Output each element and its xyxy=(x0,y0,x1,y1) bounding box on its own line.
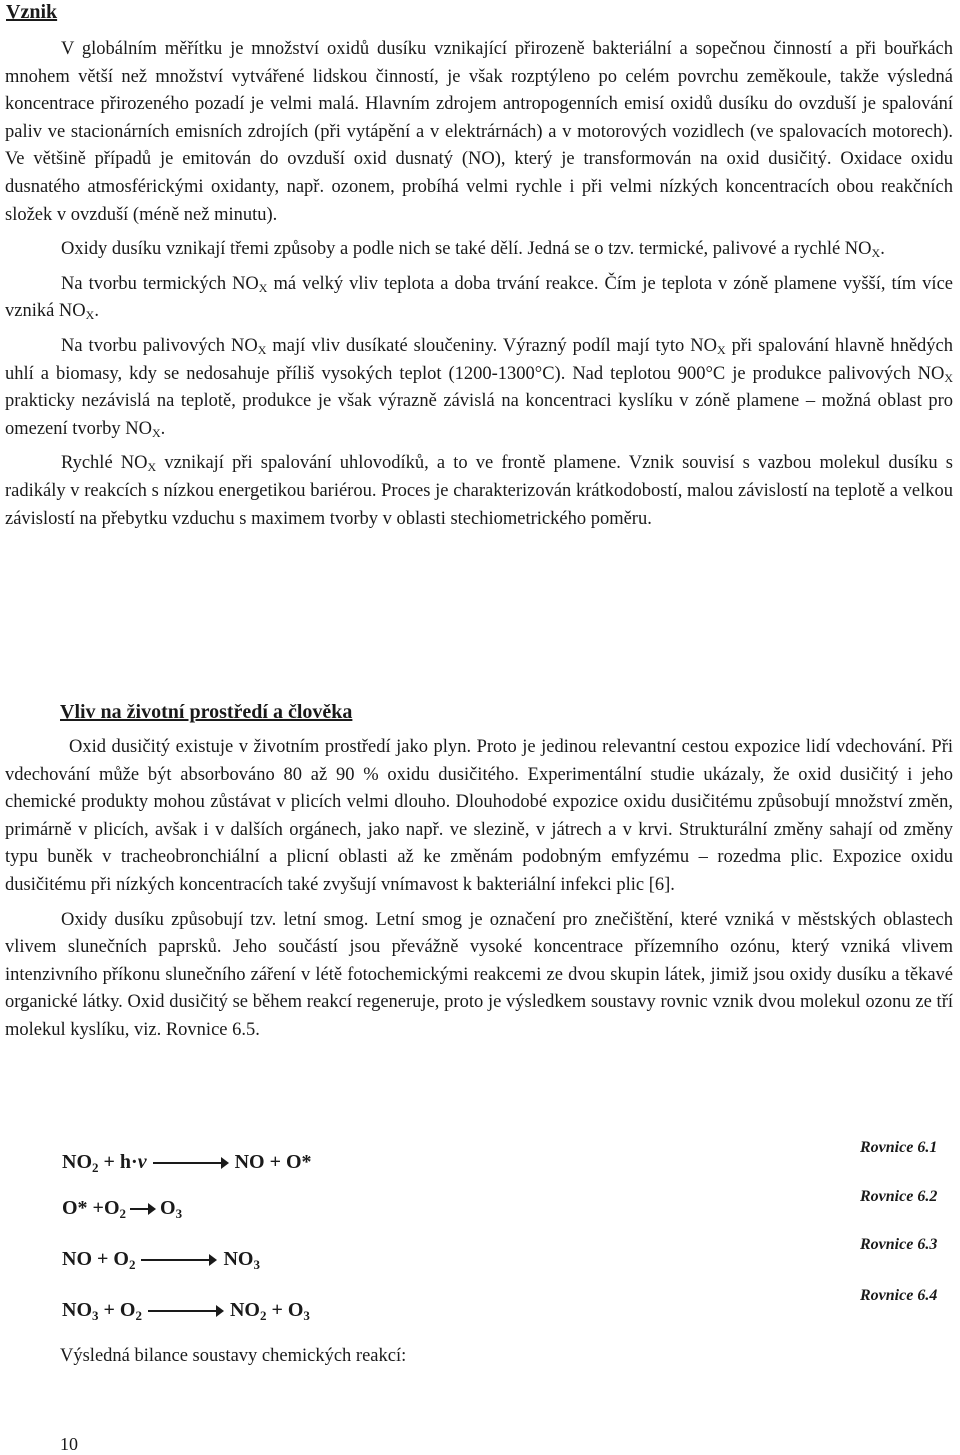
subscript-x: X xyxy=(258,280,268,295)
page-number: 10 xyxy=(60,1434,78,1454)
paragraph-5 xyxy=(5,450,953,533)
paragraph-2 xyxy=(5,236,953,264)
eq1-sub: 2 xyxy=(92,1160,99,1175)
paragraph-1-text-a: V globálním měřítku je množství oxidů dusíku vznikající přirozeně bakteriální a sopečnou činností a při bouřkách mnohem větší než množství vytvářené lidskou činností, je však rozptýleno po celém povrchu zeměkoule, takže výsledná koncentrace přirozeného pozadí je velmi malá. xyxy=(5,39,953,115)
heading-vznik: Vznik xyxy=(6,1,58,23)
paragraph-7: Oxidy dusíku způsobují tzv. letní smog. Letní smog je označení pro znečištění, které vzniká v městských oblastech vlivem slunečních paprsků. Jeho součástí jsou převážně vysoké koncentrace přízemního ozónu, který vzniká vlivem intenzivního příkonu slunečního záření v létě fotochemickými reakcemi ze dvou skupin látek, jimiž jsou oxidy dusíku a těkavé organické látky. Oxid dusičitý se během reakcí regeneruje, proto je výsledkem soustavy rovnic vznik dvou molekul ozonu ze tří molekul kyslíku, viz. Rovnice 6.5. xyxy=(5,909,953,1040)
equation-label-6-1: Rovnice 6.1 xyxy=(860,1139,938,1156)
eq4-term: NO xyxy=(62,1299,92,1321)
paragraph-4-text-c: při spalování hlavně hnědých uhlí a biomasy, kdy se nedosahuje příliš vysokých teplot (1200-1300°C). Nad teplotou 900°C je produkce palivových NO xyxy=(5,335,953,384)
paragraph-4-end: . xyxy=(160,418,166,439)
eq2-rhs-sub: 3 xyxy=(175,1206,183,1221)
eq1-term2: + h· xyxy=(98,1151,138,1173)
paragraph-3-end: . xyxy=(94,301,99,322)
subscript-x: X xyxy=(147,460,157,475)
reaction-arrow-icon xyxy=(130,1203,156,1215)
eq1-term: NO xyxy=(62,1151,92,1173)
equation-6-1 xyxy=(62,1150,312,1174)
paragraph-1 xyxy=(5,36,953,229)
equation-6-4 xyxy=(62,1298,310,1322)
eq2-sub: 2 xyxy=(119,1206,127,1221)
paragraph-2-end: . xyxy=(880,239,885,260)
subscript-x: X xyxy=(716,342,726,357)
eq4-rhs2: + O xyxy=(266,1299,304,1321)
equation-6-3 xyxy=(62,1247,260,1271)
eq3-sub: 2 xyxy=(128,1257,136,1272)
equation-label-6-4: Rovnice 6.4 xyxy=(860,1287,938,1304)
subscript-x: X xyxy=(871,246,881,261)
eq4-rhs-sub: 2 xyxy=(259,1308,267,1323)
paragraph-3-text-a: Na tvorbu termických NO xyxy=(61,273,259,294)
paragraph-3 xyxy=(5,271,953,326)
paragraph-2-text: Oxidy dusíku vznikají třemi způsoby a podle nich se také dělí. Jedná se o tzv. termické, palivové a rychlé NO xyxy=(61,239,872,260)
eq1-rhs: NO + O* xyxy=(234,1151,312,1173)
eq2-term: O* +O xyxy=(62,1197,120,1219)
subscript-x: X xyxy=(85,308,95,323)
reaction-arrow-icon xyxy=(148,1305,224,1317)
eq1-nu: v xyxy=(137,1151,147,1173)
eq3-rhs: NO xyxy=(223,1248,254,1270)
section-vliv-body xyxy=(5,734,953,1052)
reaction-arrow-icon xyxy=(153,1157,229,1169)
paragraph-5-text-b: vznikají při spalování uhlovodíků, a to ve frontě plamene. Vznik souvisí s vazbou molekul dusíku s radikály v reakcích s nízkou energetikou bariérou. Proces je charakterizován krátkodobostí, malou závislostí na teplotě a velkou závislostí na přebytku vzduchu s maximem tvorby v oblasti stechiometrického poměru. xyxy=(5,453,953,529)
eq4-sub2: 2 xyxy=(135,1308,142,1323)
paragraph-3-text-b: má velký vliv teplota a doba trvání reakce. Čím je teplota v zóně plamene vyšší, tím více vzniká NO xyxy=(5,273,953,322)
reaction-arrow-icon xyxy=(141,1254,217,1266)
heading-vliv: Vliv na životní prostředí a člověka xyxy=(60,701,353,723)
equation-6-2 xyxy=(62,1196,182,1220)
paragraph-4-text-a: Na tvorbu palivových NO xyxy=(61,335,258,356)
subscript-x: X xyxy=(257,342,267,357)
eq3-rhs-sub: 3 xyxy=(253,1257,260,1272)
equation-label-6-3: Rovnice 6.3 xyxy=(860,1236,938,1253)
eq4-rhs2-sub: 3 xyxy=(303,1308,310,1323)
paragraph-5-text-a: Rychlé NO xyxy=(61,453,148,474)
final-balance-text: Výsledná bilance soustavy chemických reakcí: xyxy=(60,1346,407,1366)
eq4-term2: + O xyxy=(98,1299,136,1321)
eq3-term: NO + O xyxy=(62,1248,129,1270)
eq4-rhs: NO xyxy=(229,1299,260,1321)
section-vznik-body xyxy=(5,36,953,540)
paragraph-4 xyxy=(5,333,953,443)
eq4-sub: 3 xyxy=(92,1308,99,1323)
paragraph-6: Oxid dusičitý existuje v životním prostředí jako plyn. Proto je jedinou relevantní cestou expozice lidí vdechování. Při vdechování může být absorbováno 80 až 90 % oxidu dusičitého. Experimentální studie ukázaly, že oxid dusičitý i jeho chemické produkty mohou zůstávat v plicích velmi dlouho. Dlouhodobé expozice oxidu dusičitému způsobují množství změn, primárně v plicích, avšak i v dalších orgánech, jako např. ve slezině, v játrech a v krvi. Strukturální změny sahají od změny typu buněk v tracheobronchiální a plicní oblasti až ke změnám podobným emfyzému – rozedma plic. Expozice oxidu dusičitému při nízkých koncentracích také zvyšují vnímavost k bakteriální infekci plic [6]. xyxy=(5,737,953,895)
subscript-x: X xyxy=(944,370,953,385)
paragraph-1-text-b: Hlavním zdrojem antropogenních emisí oxidů dusíku do ovzduší je spalování paliv ve stacionárních emisních zdrojích (při vytápění a v elektrárnách) a v motorových vozidlech (ve spalovacích motorech). Ve většině případů je emitován do ovzduší oxid dusnatý (NO), který je transformován na oxid dusičitý. Oxidace oxidu dusnatého atmosférickými oxidanty, např. ozonem, probíhá velmi rychle i při velmi nízkých koncentracích obou reakčních složek v ovzduší (méně než minutu). xyxy=(5,94,953,225)
eq2-rhs: O xyxy=(160,1197,176,1219)
subscript-x: X xyxy=(151,425,161,440)
equation-label-6-2: Rovnice 6.2 xyxy=(860,1188,938,1205)
paragraph-4-text-d: prakticky nezávislá na teplotě, produkce je však výrazně závislá na koncentraci kyslíku v zóně plamene – možná oblast pro omezení tvorby NO xyxy=(5,391,953,439)
paragraph-4-text-b: mají vliv dusíkaté sloučeniny. Výrazný podíl mají tyto NO xyxy=(266,335,717,356)
